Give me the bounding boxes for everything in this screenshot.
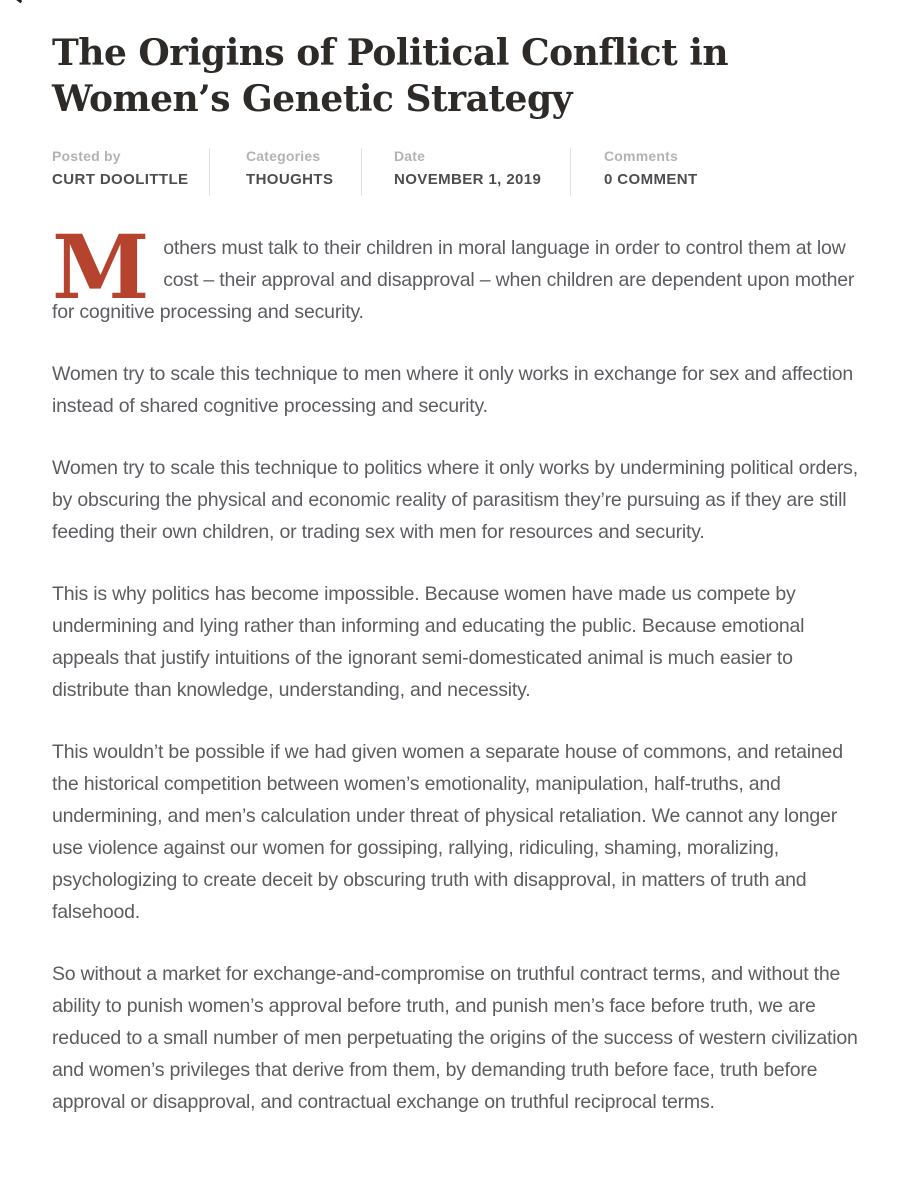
- post-meta: [52, 148, 871, 196]
- meta-date: [362, 148, 571, 196]
- meta-comments-link[interactable]: 0 COMMENT: [604, 171, 698, 188]
- drop-cap: M: [52, 215, 150, 319]
- meta-category-link[interactable]: THOUGHTS: [246, 171, 334, 188]
- meta-author-link[interactable]: CURT DOOLITTLE: [52, 171, 189, 188]
- paragraph-2: Women try to scale this technique to men where it only works in exchange for sex and affection instead of shared cognitive processing and security.: [52, 363, 853, 417]
- meta-comments-label: Comments: [604, 148, 678, 164]
- meta-posted-by: [52, 148, 210, 196]
- paragraph-4: This is why politics has become impossible. Because women have made us compete by undermining and lying rather than informing and educating the public. Because emotional appeals that justify intuitions of the ignorant semi-domesticated animal is much easier to distribute than knowledge, understanding, and necessity.: [52, 583, 805, 701]
- paragraph-6: So without a market for exchange-and-compromise on truthful contract terms, and without the ability to punish women’s approval before truth, and punish men’s face before truth, we are reduced to a small number of men perpetuating the origins of the success of western civilization and women’s privileges that derive from them, by demanding truth before face, truth before approval or disapproval, and contractual exchange on truthful reciprocal terms.: [52, 963, 858, 1113]
- meta-date-value: NOVEMBER 1, 2019: [394, 171, 542, 188]
- meta-categories-label: Categories: [246, 148, 321, 164]
- meta-comments: [571, 148, 698, 196]
- post-title: The Origins of Political Conflict in Women’s Genetic Strategy: [52, 32, 729, 120]
- meta-date-label: Date: [394, 148, 426, 164]
- paragraph-5: This wouldn’t be possible if we had given women a separate house of commons, and retained the historical competition between women’s emotionality, manipulation, half-truths, and undermining, and men’s calculation under threat of physical retaliation. We cannot any longer use violence against our women for gossiping, rallying, ridiculing, shaming, moralizing, psychologizing to create deceit by obscuring truth with disapproval, in matters of truth and falsehood.: [52, 741, 843, 923]
- paragraph-3: Women try to scale this technique to politics where it only works by undermining political orders, by obscuring the physical and economic reality of parasitism they’re pursuing as if they are still feeding their own children, or trading sex with men for resources and security.: [52, 457, 858, 543]
- meta-categories: [210, 148, 362, 196]
- post-body: [52, 215, 871, 1118]
- paragraph-1-text: others must talk to their children in moral language in order to control them at low cost – their approval and disapproval – when children are dependent upon mother for cognitive processing and security.: [52, 237, 855, 323]
- paragraph-1: [52, 215, 871, 328]
- meta-posted-by-label: Posted by: [52, 148, 121, 164]
